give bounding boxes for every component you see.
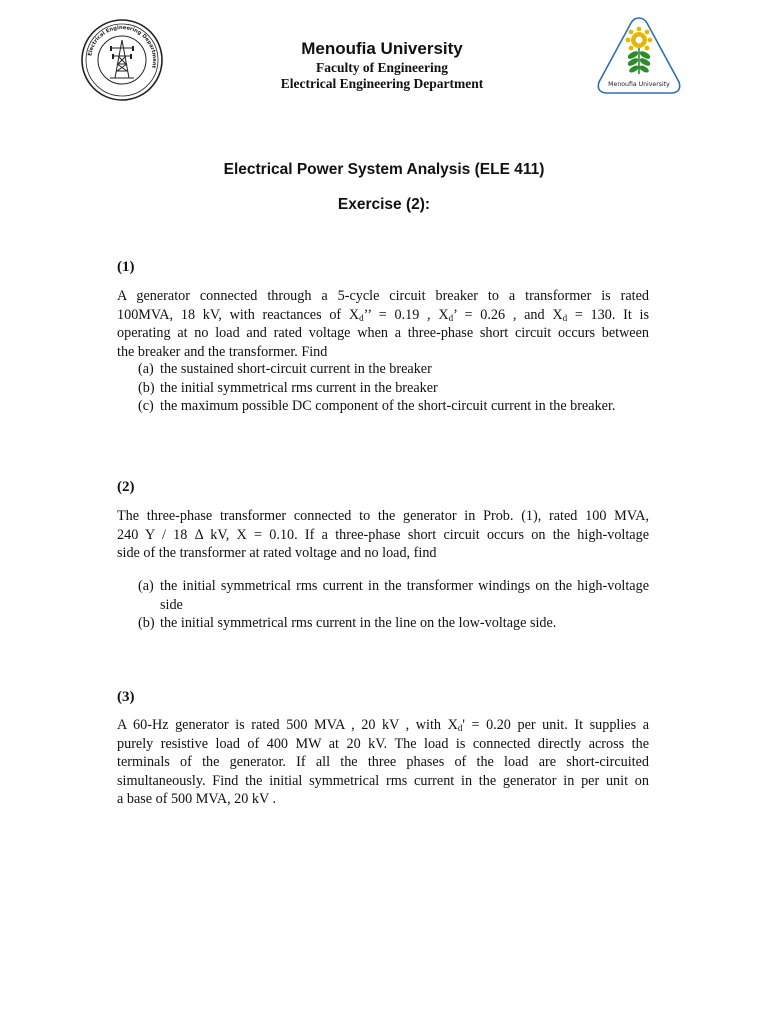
problem-1-line-3: operating at no load and rated voltage when a three-phase short circuit occurs between (117, 325, 649, 342)
problem-1-line-1: A generator connected through a 5-cycle circuit breaker to a transformer is rated (117, 288, 649, 304)
problem-3-line-4: simultaneously. Find the initial symmetrical rms current in the generator in per unit on (117, 772, 649, 789)
emblem-caption: Menoufia University (608, 81, 670, 88)
list-item: (a) the initial symmetrical rms current in the transformer windings on the high-voltage side (138, 578, 649, 613)
exercise-subtitle: Exercise (2): (337, 196, 431, 213)
problem-3-line-3: terminals of the generator. If all the three phases of the load are short-circuited (117, 754, 649, 771)
faculty-name: Faculty of Engineering (316, 60, 448, 75)
problem-1-items (138, 360, 649, 416)
seal-ring-text: Electrical Engineering Department (87, 24, 158, 69)
header-block (200, 38, 564, 92)
problem-1-line-4: the breaker and the transformer. Find (117, 343, 328, 360)
problem-2-line-2: 240 Y / 18 Δ kV, X = 0.10. If a three-phase short circuit occurs on the high-voltage (117, 526, 649, 543)
department-name: Electrical Engineering Department (280, 76, 484, 91)
list-item: (c) the maximum possible DC component of the short-circuit current in the breaker. (138, 398, 616, 415)
problem-2-items (138, 577, 649, 633)
problem-1-number: (1) (117, 259, 135, 275)
problem-3-line-5: a base of 500 MVA, 20 kV . (117, 791, 277, 808)
problem-2-line-1: The three-phase transformer connected to the generator in Prob. (1), rated 100 MVA, (117, 508, 649, 524)
problem-1-text (117, 287, 649, 361)
list-item: (a) the sustained short-circuit current in the breaker (138, 361, 432, 377)
list-item: (b) the initial symmetrical rms current in the breaker (138, 379, 438, 396)
university-name: Menoufia University (301, 39, 463, 58)
problem-3-line-1: A 60-Hz generator is rated 500 MVA , 20 kV , with $X_d' = 0.20$ per unit. It supplies a (117, 717, 649, 733)
university-emblem-logo (594, 14, 684, 98)
problem-3-text (117, 716, 649, 809)
problem-1-line-2: 100MVA, 18 kV, with reactances of $X_d$’’ = 0.19 , $X_d$’ = 0.26 , and $X_d = 130$. It is (117, 306, 650, 323)
problem-3-number: (3) (117, 689, 135, 705)
problem-2-line-3: side of the transformer at rated voltage and no load, find (117, 545, 437, 562)
problem-3-line-2: purely resistive load of 400 MW at 20 kV. The load is connected directly across the (117, 735, 649, 752)
problem-2-text (117, 507, 649, 563)
list-item: (b) the initial symmetrical rms current in the line on the low-voltage side. (138, 615, 557, 632)
problem-2-number: (2) (117, 479, 135, 495)
department-seal-logo (80, 18, 164, 102)
page-title: Electrical Power System Analysis (ELE 411) (223, 161, 545, 178)
